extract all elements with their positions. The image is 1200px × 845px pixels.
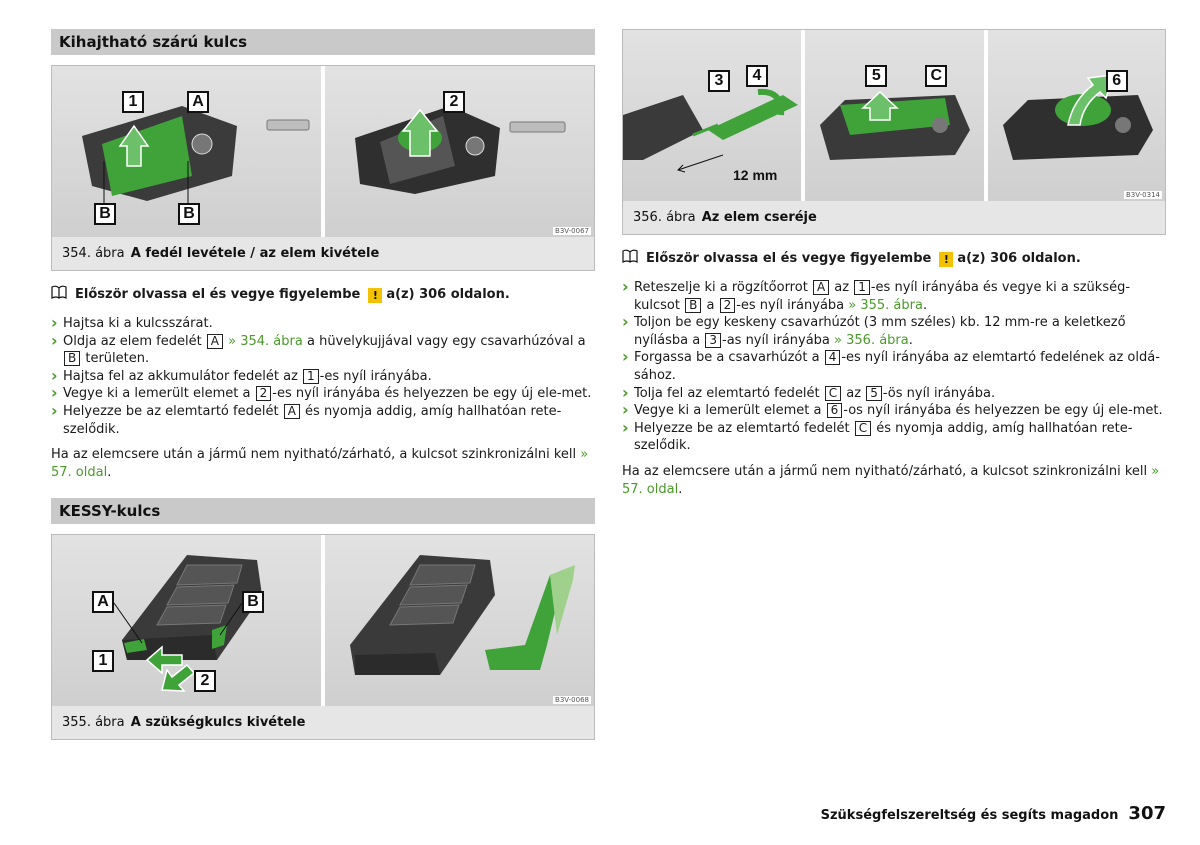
fig355-number: 355. ábra [62, 715, 125, 731]
step-text: a [702, 297, 719, 313]
fig354-label-1: 1 [122, 91, 144, 113]
figure-link[interactable]: » 354. ábra [224, 333, 303, 349]
step-text: Hajtsa ki a kulcsszárat. [63, 316, 213, 331]
right-sync-link[interactable]: » 57. oldal [622, 463, 1160, 497]
ref-box: 1 [854, 280, 870, 295]
ref-box: 5 [866, 386, 882, 401]
page-number: 307 [1128, 803, 1166, 824]
step-text: Tolja fel az elemtartó fedelét [634, 385, 824, 401]
right-step-1 [622, 279, 1166, 314]
battery-step-screwdriver-image [623, 30, 801, 201]
fig354-number: 354. ábra [62, 246, 125, 261]
kessy-emergency-key-illustration [325, 535, 594, 706]
step-text: Hajtsa fel az akkumulátor fedelét az [63, 368, 303, 384]
left-sync-text: Ha az elemcsere után a jármű nem nyitható/zárható, a kulcsot szinkronizálni kell [51, 447, 577, 463]
fig354-label-a: A [187, 91, 209, 113]
ref-box: B [64, 351, 80, 366]
right-sync-end: . [678, 481, 683, 497]
fig354-code: B3V-0067 [555, 227, 589, 235]
step-text: -es nyíl irányába és helyezzen be egy új ele-met. [272, 386, 592, 402]
ref-box: C [855, 421, 871, 436]
dimension-12mm: 12 mm [733, 167, 778, 183]
figure-356 [622, 29, 1166, 235]
step-text: -as nyíl irányába [722, 332, 830, 348]
step-text: az [830, 280, 854, 295]
fig355-label-b: B [242, 591, 264, 613]
battery-step-remove-battery-illustration [988, 30, 1165, 201]
step-text: Helyezze be az elemtartó fedelét [63, 403, 283, 419]
right-step-4 [622, 385, 1166, 403]
fig356-title: Az elem cseréje [701, 210, 817, 225]
left-step-2 [51, 333, 595, 368]
left-sync-paragraph [51, 446, 595, 481]
fig355-caption [52, 706, 594, 739]
book-icon [51, 285, 67, 305]
fig354-label-b-right: B [178, 203, 200, 225]
page-footer [821, 804, 1166, 826]
flip-key-battery-image [325, 66, 594, 237]
fig356-caption [623, 201, 1165, 234]
left-sync-link[interactable]: » 57. oldal [51, 447, 589, 480]
right-step-5 [622, 402, 1166, 420]
fig355-label-a: A [92, 591, 114, 613]
fig356-number: 356. ábra [633, 210, 696, 225]
left-step-1 [51, 315, 595, 333]
kessy-key-image [52, 535, 321, 706]
ref-box: 6 [827, 403, 843, 418]
kessy-key-illustration [52, 535, 321, 706]
step-text: és nyomja addig, amíg hallhatóan rete-szelődik. [63, 403, 562, 437]
warning-icon: ! [939, 252, 953, 267]
left-sync-end: . [107, 464, 112, 480]
ref-box: B [685, 298, 701, 313]
left-step-3 [51, 368, 595, 386]
figure-link[interactable]: » 356. ábra [829, 332, 909, 348]
left-step-list [51, 315, 595, 438]
step-text: területen. [81, 351, 150, 367]
right-step-list [622, 279, 1166, 455]
step-text: . [922, 297, 928, 313]
ref-box: A [813, 280, 829, 295]
step-text: Vegye ki a lemerült elemet a [63, 386, 255, 402]
fig354-title: A fedél levétele / az elem kivétele [130, 246, 380, 261]
step-text: -es nyíl irányába [736, 297, 845, 313]
fig356-label-5: 5 [865, 65, 887, 87]
fig356-code: B3V-0314 [1126, 191, 1160, 199]
note-text: Először olvassa el és vegye figyelembe [75, 287, 361, 302]
fig354-label-2: 2 [443, 91, 465, 113]
right-step-6 [622, 420, 1166, 455]
figure-354 [51, 65, 595, 271]
book-icon [622, 249, 638, 269]
note-ref: a(z) 306 oldalon. [386, 287, 510, 302]
battery-step-slide-cover-image [805, 30, 983, 201]
right-step-2 [622, 314, 1166, 349]
step-text: a hüvelykujjával vagy egy csavarhúzóval a [302, 333, 586, 349]
left-step-5 [51, 403, 595, 438]
warning-icon: ! [368, 288, 382, 303]
battery-step-remove-battery-image [988, 30, 1165, 201]
step-text: -es nyíl irányába és vegye ki a szükség-kulcsot [634, 280, 1131, 313]
step-text: Helyezze be az elemtartó fedelét [634, 420, 854, 436]
step-text: Forgassa be a csavarhúzót a [634, 350, 824, 366]
step-text: Reteszelje ki a rögzítőorrot [634, 280, 812, 295]
kessy-emergency-key-image [325, 535, 594, 706]
right-sync-text: Ha az elemcsere után a jármű nem nyitható/zárható, a kulcsot szinkronizálni kell [622, 463, 1148, 479]
step-text: Toljon be egy keskeny csavarhúzót (3 mm széles) kb. 12 mm-re a keletkező nyílásba a [634, 315, 1126, 348]
note-text: Először olvassa el és vegye figyelembe [646, 251, 932, 266]
ref-box: C [825, 386, 841, 401]
right-column [622, 29, 1166, 498]
step-text: -os nyíl irányába és helyezzen be egy új ele-met. [843, 403, 1163, 419]
step-text: -es nyíl irányába. [319, 368, 432, 384]
figure-link[interactable]: » 355. ábra [844, 297, 923, 313]
battery-step-slide-cover-illustration [805, 30, 983, 201]
battery-step-screwdriver-illustration [623, 30, 801, 201]
fig355-code: B3V-0068 [555, 696, 589, 705]
fig354-label-b-left: B [94, 203, 116, 225]
ref-box: A [207, 334, 223, 349]
fig356-label-c: C [925, 65, 947, 87]
fig356-label-6: 6 [1106, 70, 1128, 92]
note-ref: a(z) 306 oldalon. [957, 251, 1081, 266]
ref-box: 4 [825, 350, 841, 365]
fig356-label-3: 3 [708, 70, 730, 92]
step-text: -es nyíl irányába az elemtartó fedelének az oldá-sához. [634, 350, 1160, 383]
read-first-note [51, 285, 595, 305]
read-first-note-right [622, 249, 1166, 269]
ref-box: A [284, 404, 300, 419]
flip-key-cover-image [52, 66, 321, 237]
step-text: az [842, 385, 866, 401]
section-title-flip-key: Kihajtható szárú kulcs [51, 29, 595, 55]
step-text: -ös nyíl irányába. [882, 385, 996, 401]
section-title-kessy: KESSY-kulcs [51, 498, 595, 524]
ref-box: 1 [303, 369, 319, 384]
right-sync-paragraph [622, 463, 1166, 498]
fig354-caption [52, 237, 594, 270]
figure-355 [51, 534, 595, 740]
left-step-4 [51, 385, 595, 403]
step-text: . [908, 332, 913, 348]
left-column [51, 29, 595, 740]
step-text: Vegye ki a lemerült elemet a [634, 403, 826, 419]
step-text: Oldja az elem fedelét [63, 333, 206, 349]
ref-box: 2 [256, 386, 272, 401]
fig355-label-2: 2 [194, 670, 216, 692]
right-step-3 [622, 349, 1166, 384]
fig355-title: A szükségkulcs kivétele [130, 715, 306, 731]
ref-box: 2 [720, 298, 736, 313]
chapter-title: Szükségfelszereltség és segíts magadon [820, 808, 1119, 823]
ref-box: 3 [705, 333, 721, 348]
fig356-label-4: 4 [746, 65, 768, 87]
fig355-label-1: 1 [92, 650, 114, 672]
step-text: és nyomja addig, amíg hallhatóan rete-szelődik. [634, 420, 1133, 454]
